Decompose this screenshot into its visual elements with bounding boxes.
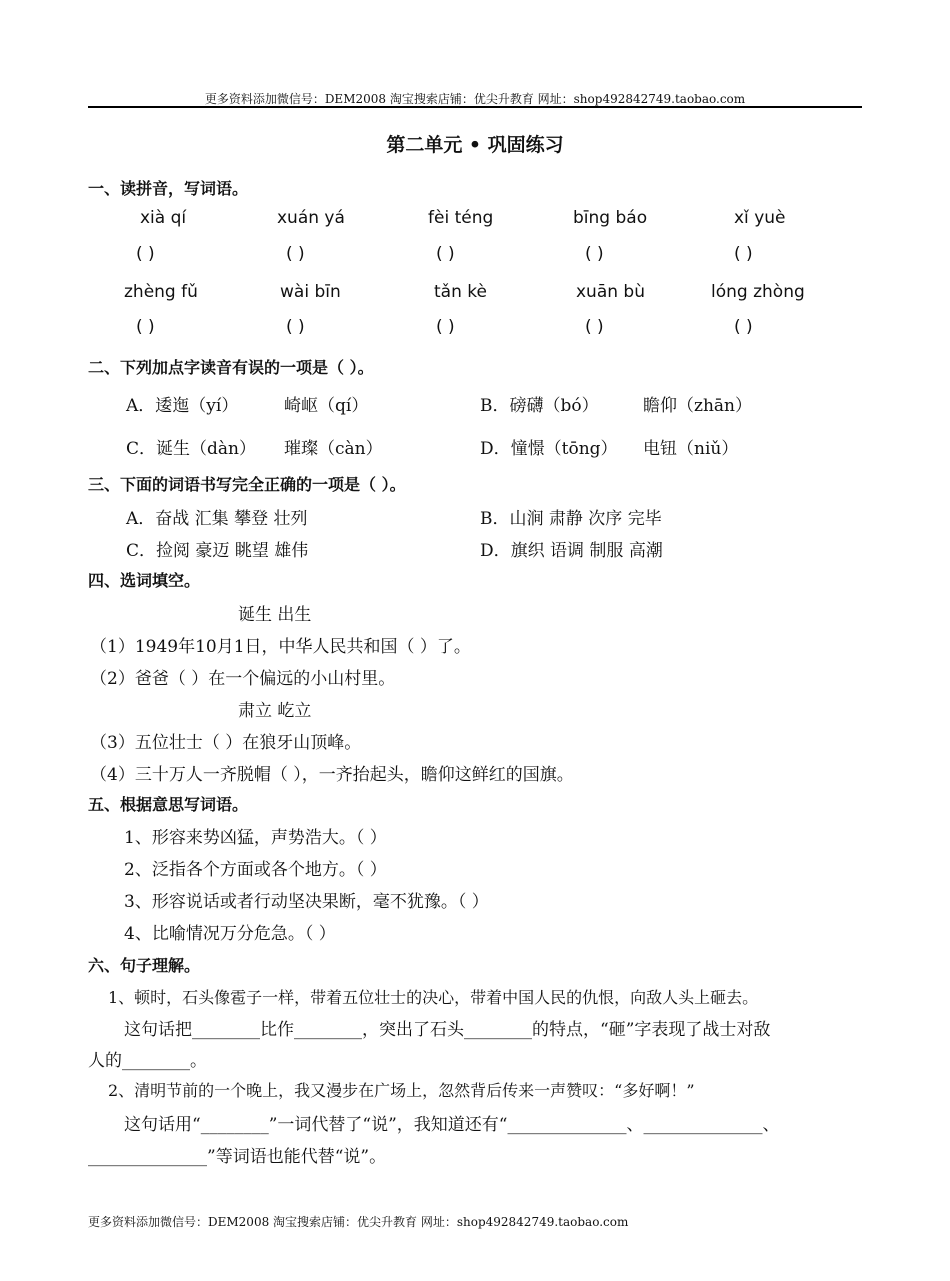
option-d: D．旗织 语调 制服 高潮 (480, 541, 663, 561)
meaning-item-3: 3、形容说话或者行动坚决果断，毫不犹豫。（ ） (124, 892, 489, 912)
pinyin-9: xuān bù (576, 282, 645, 302)
answer-blank[interactable]: ( ) (585, 317, 604, 337)
meaning-item-1: 1、形容来势凶猛，声势浩大。（ ） (124, 828, 387, 848)
option-b-1: B．磅礴（bó） (480, 396, 599, 416)
pinyin-1: xià qí (140, 208, 187, 228)
word-choices: 肃立 屹立 (238, 701, 312, 721)
answer-blank[interactable]: ( ) (286, 317, 305, 337)
pinyin-5: xǐ yuè (734, 208, 786, 228)
pinyin-6: zhèng fǔ (124, 282, 198, 302)
sentence-2-question-cont: ______________”等词语也能代替“说”。 (88, 1147, 387, 1167)
option-b-2: 瞻仰（zhān） (643, 396, 752, 416)
sentence-1-question-cont: 人的________。 (88, 1051, 207, 1071)
page-title: 第二单元 • 巩固练习 (386, 134, 564, 156)
fill-question-3: （3）五位壮士（ ）在狼牙山顶峰。 (90, 733, 362, 753)
section-3-heading: 三、下面的词语书写完全正确的一项是（ ）。 (88, 475, 406, 494)
pinyin-2: xuán yá (277, 208, 345, 228)
option-c-1: C．诞生（dàn） (126, 439, 256, 459)
answer-blank[interactable]: ( ) (136, 317, 155, 337)
option-d-1: D．憧憬（tōng） (480, 439, 618, 459)
answer-blank[interactable]: ( ) (734, 317, 753, 337)
pinyin-8: tǎn kè (434, 282, 487, 302)
fill-question-1: （1）1949年10月1日，中华人民共和国（ ）了。 (90, 637, 471, 657)
answer-blank[interactable]: ( ) (286, 244, 305, 264)
fill-question-2: （2）爸爸（ ）在一个偏远的小山村里。 (90, 669, 396, 689)
option-a-1: A．逶迤（yí） (126, 396, 239, 416)
meaning-item-4: 4、比喻情况万分危急。（ ） (124, 924, 336, 944)
answer-blank[interactable]: ( ) (585, 244, 604, 264)
option-b: B．山涧 肃静 次序 完毕 (480, 509, 662, 529)
word-choices: 诞生 出生 (238, 605, 312, 625)
option-c: C．捡阅 豪迈 眺望 雄伟 (126, 541, 309, 561)
sentence-2-question: 这句话用“________”一词代替了“说”，我知道还有“______________、______________、 (124, 1115, 780, 1135)
sentence-2: 2、清明节前的一个晚上，我又漫步在广场上，忽然背后传来一声赞叹：“多好啊！” (108, 1081, 695, 1100)
section-5-heading: 五、根据意思写词语。 (88, 795, 249, 814)
fill-question-4: （4）三十万人一齐脱帽（ ），一齐抬起头，瞻仰这鲜红的国旗。 (90, 765, 574, 785)
option-a-2: 崎岖（qí） (284, 396, 369, 416)
answer-blank[interactable]: ( ) (734, 244, 753, 264)
option-d-2: 电钮（niǔ） (643, 439, 739, 459)
section-6-heading: 六、句子理解。 (88, 956, 201, 975)
sentence-1: 1、顿时，石头像雹子一样，带着五位壮士的决心，带着中国人民的仇恨，向敌人头上砸去。 (108, 988, 759, 1007)
pinyin-7: wài bīn (280, 282, 341, 302)
answer-blank[interactable]: ( ) (436, 244, 455, 264)
answer-blank[interactable]: ( ) (136, 244, 155, 264)
sentence-1-question: 这句话把________比作________，突出了石头________的特点，“砸”字表现了战士对敌 (124, 1020, 771, 1040)
page-footer: 更多资料添加微信号：DEM2008 淘宝搜索店铺：优尖升教育 网址：shop492842749.taobao.com (88, 1215, 629, 1229)
pinyin-3: fèi téng (428, 208, 494, 228)
header-divider (88, 106, 862, 108)
section-4-heading: 四、选词填空。 (88, 571, 201, 590)
section-1-heading: 一、读拼音，写词语。 (88, 179, 249, 198)
pinyin-4: bīng báo (573, 208, 648, 228)
pinyin-10: lóng zhòng (711, 282, 805, 302)
meaning-item-2: 2、泛指各个方面或各个地方。（ ） (124, 860, 387, 880)
answer-blank[interactable]: ( ) (436, 317, 455, 337)
option-a: A．奋战 汇集 攀登 壮列 (126, 509, 308, 529)
section-2-heading: 二、下列加点字读音有误的一项是（ ）。 (88, 358, 374, 377)
option-c-2: 璀璨（càn） (284, 439, 383, 459)
page-header: 更多资料添加微信号：DEM2008 淘宝搜索店铺：优尖升教育 网址：shop492842749.taobao.com (204, 92, 746, 106)
